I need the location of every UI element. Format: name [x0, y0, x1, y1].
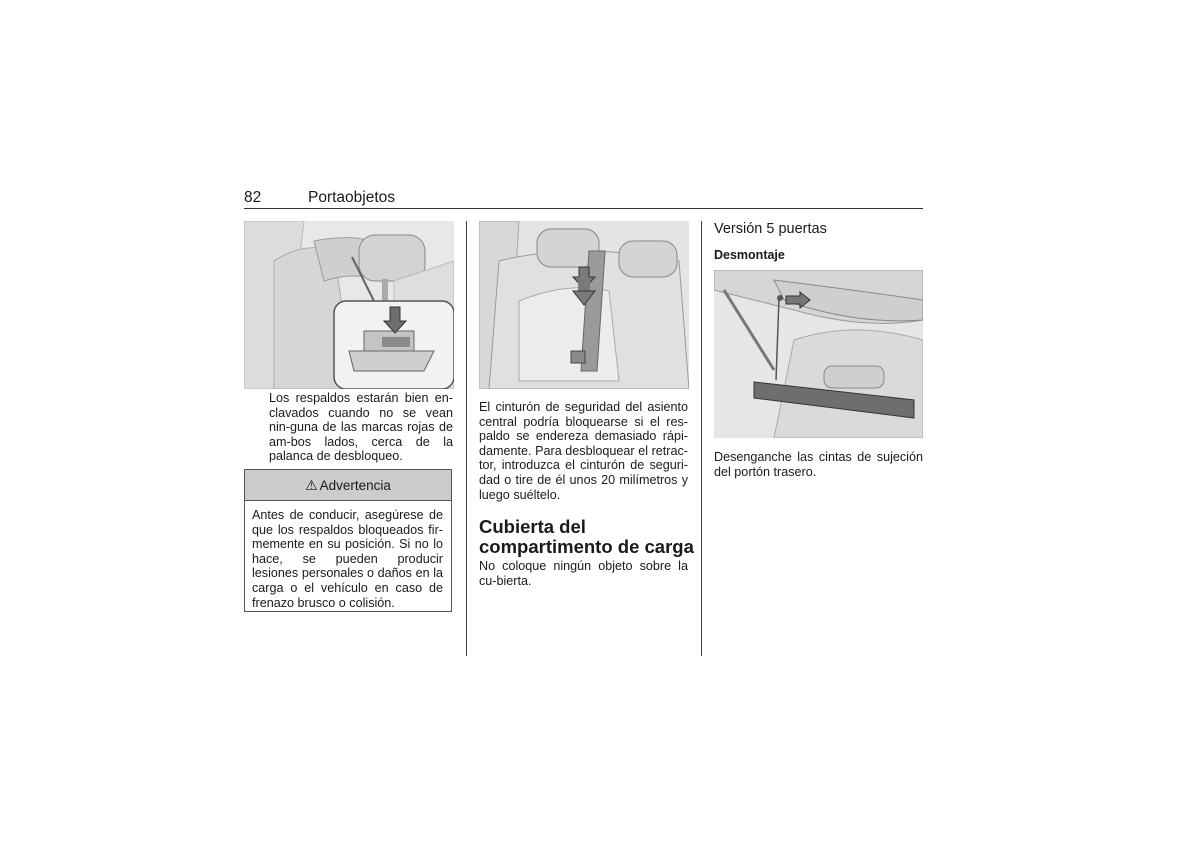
cargo-cover-heading: Cubierta del compartimento de carga: [479, 516, 694, 557]
rear-seat-belt-illustration: [479, 221, 689, 389]
seat-belt-paragraph: El cinturón de seguridad del asiento central podría bloquearse si el res-paldo se endereza demasiado rápi-damente. Para desbloquear el retrac-tor, introduzca el cinturón de seguri-dad o tire de él unos 20 milímetros y luego suéltelo.: [479, 400, 688, 502]
column-divider-2: [701, 221, 702, 656]
removal-subheading: Desmontaje: [714, 248, 785, 262]
warning-text: Antes de conducir, asegúrese de que los respaldos bloqueados fir-memente en su posición. Si no lo hace, se pueden producir lesiones personales o daños en la carga o el vehículo en caso de frenazo brusco o colisión.: [252, 508, 443, 610]
header-rule: [244, 208, 923, 209]
warning-triangle-icon: ⚠: [305, 476, 318, 493]
cargo-cover-removal-illustration: [714, 270, 923, 438]
seatback-caption: Los respaldos estarán bien en-clavados cuando no se vean nin-guna de las marcas rojas de am-bos lados, cerca de la palanca de desbloqueo.: [269, 391, 453, 464]
column-divider-1: [466, 221, 467, 656]
section-title: Portaobjetos: [308, 189, 396, 206]
warning-header: [245, 470, 451, 501]
removal-caption: Desenganche las cintas de sujeción del portón trasero.: [714, 450, 923, 479]
page-number: 82: [244, 189, 262, 206]
cargo-cover-intro: No coloque ningún objeto sobre la cu-bierta.: [479, 559, 688, 588]
seatback-latch-illustration: [244, 221, 454, 389]
five-door-version-heading: Versión 5 puertas: [714, 221, 827, 237]
warning-box: [244, 469, 452, 612]
warning-title: Advertencia: [319, 477, 391, 493]
